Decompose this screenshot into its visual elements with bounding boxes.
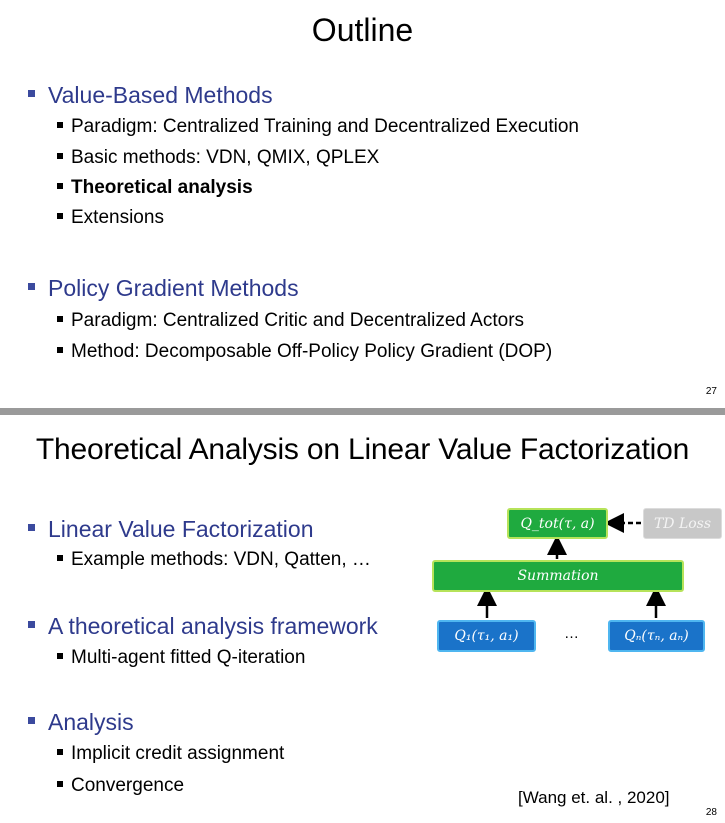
section-heading: Policy Gradient Methods [28,275,299,302]
list-item: Example methods: VDN, Qatten, … [57,549,371,571]
square-bullet-icon [57,153,63,159]
list-item: Basic methods: VDN, QMIX, QPLEX [57,147,379,169]
citation: [Wang et. al. , 2020] [518,788,670,807]
square-bullet-icon [57,213,63,219]
ellipsis: … [564,625,579,642]
slide-title: Outline [311,12,414,48]
square-bullet-icon [28,283,35,290]
list-item: Paradigm: Centralized Critic and Decentralized Actors [57,310,524,332]
slide-theoretical-analysis [0,415,725,823]
slide-outline [0,0,725,408]
section-heading: Analysis [28,709,134,736]
diagram-arrows [0,415,725,823]
list-item: Implicit credit assignment [57,743,284,765]
section-heading: Value-Based Methods [28,82,273,109]
list-item: Multi-agent fitted Q-iteration [57,647,305,669]
list-item: Convergence [57,775,184,797]
slide-title: Theoretical Analysis on Linear Value Factorization [35,433,690,466]
q-tot-box: Q_tot(τ, a) [507,508,608,539]
square-bullet-icon [28,90,35,97]
square-bullet-icon [57,183,63,189]
square-bullet-icon [57,316,63,322]
square-bullet-icon [57,122,63,128]
q1-box: Q₁(τ₁, a₁) [437,620,536,652]
slide-divider [0,408,725,415]
page-number: 28 [705,807,717,818]
page-number: 27 [705,386,717,397]
qn-box: Qₙ(τₙ, aₙ) [608,620,705,652]
list-item: Paradigm: Centralized Training and Decentralized Execution [57,116,579,138]
summation-box: Summation [432,560,684,592]
list-item: Extensions [57,207,164,229]
square-bullet-icon [57,347,63,353]
td-loss-box: TD Loss [643,508,722,539]
list-item: Method: Decomposable Off-Policy Policy Gradient (DOP) [57,341,552,363]
list-item: Theoretical analysis [57,177,253,199]
section-heading: Linear Value Factorization [28,516,314,543]
section-heading: A theoretical analysis framework [28,613,378,640]
